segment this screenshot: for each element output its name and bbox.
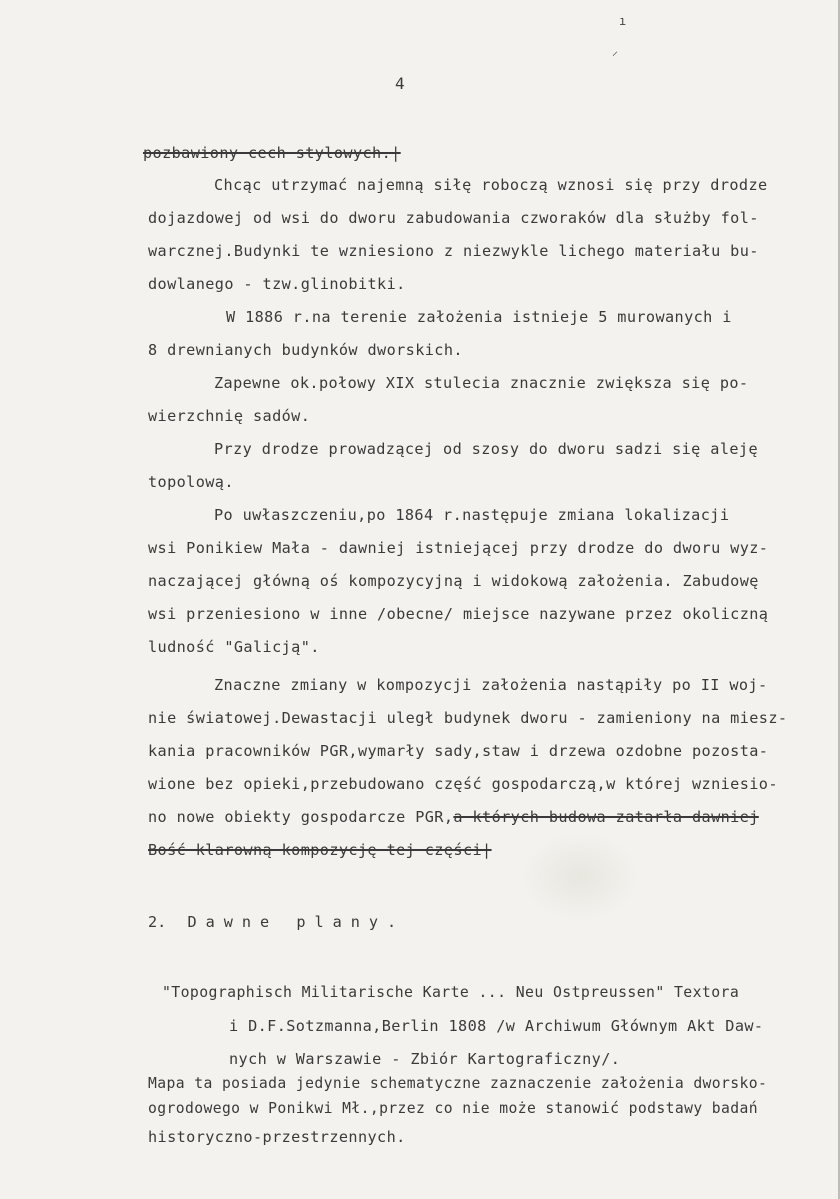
- section-title: Dawne plany.: [187, 913, 406, 931]
- citation-line: "Topographisch Militarische Karte ... Neu Ostpreussen" Textora: [162, 984, 740, 1001]
- section-heading: [148, 913, 405, 931]
- paragraph-text: no nowe obiekty gospodarcze PGR,: [148, 808, 454, 826]
- paper-stain: [520, 832, 640, 922]
- paragraph-line: 8 drewnianych budynków dworskich.: [148, 341, 463, 359]
- corner-mark: ı: [619, 14, 627, 28]
- note-line: historyczno-przestrzennych.: [148, 1128, 406, 1146]
- citation-line: i D.F.Sotzmanna,Berlin 1808 /w Archiwum Głównym Akt Daw-: [229, 1017, 764, 1035]
- paragraph-line: [148, 808, 759, 826]
- note-line: Mapa ta posiada jedynie schematyczne zaznaczenie założenia dworsko-: [148, 1075, 768, 1092]
- page-number: 4: [395, 74, 405, 93]
- paragraph-line: wione bez opieki,przebudowano część gospodarczą,w której wzniesio-: [148, 775, 778, 793]
- paragraph-line: naczającej główną oś kompozycyjną i widokową założenia. Zabudowę: [148, 572, 759, 590]
- paragraph-line: W 1886 r.na terenie założenia istnieje 5 murowanych i: [226, 308, 732, 326]
- paragraph-line: nie światowej.Dewastacji uległ budynek dworu - zamieniony na miesz-: [148, 709, 788, 727]
- note-line: ogrodowego w Ponikwi Mł.,przez co nie może stanowić podstawy badań: [148, 1100, 759, 1117]
- paragraph-line: wierzchnię sadów.: [148, 407, 311, 425]
- corner-mark-2: ⸝: [612, 44, 619, 58]
- paragraph-line: dojazdowej od wsi do dworu zabudowania czworaków dla służby fol-: [148, 209, 759, 227]
- paragraph-line: wsi Ponikiew Mała - dawniej istniejącej przy drodze do dworu wyz-: [148, 539, 769, 557]
- paragraph-line: warcznej.Budynki te wzniesiono z niezwykle lichego materiału bu-: [148, 242, 759, 260]
- paragraph-line: Chcąc utrzymać najemną siłę roboczą wznosi się przy drodze: [214, 176, 768, 194]
- paragraph-line: dowlanego - tzw.glinobitki.: [148, 275, 406, 293]
- paragraph-line: wsi przeniesiono w inne /obecne/ miejsce nazywane przez okoliczną: [148, 605, 769, 623]
- paragraph-line: kania pracowników PGR,wymarły sady,staw i drzewa ozdobne pozosta-: [148, 742, 769, 760]
- section-number: 2.: [148, 913, 167, 931]
- paragraph-line: topolową.: [148, 473, 234, 491]
- struck-heading-line: pozbawiony cech stylowych.|: [143, 144, 401, 162]
- struck-line: Bość klarowną kompozycję tej części|: [148, 841, 492, 859]
- struck-text: a których budowa zatarła dawniej: [453, 808, 759, 826]
- paragraph-line: Po uwłaszczeniu,po 1864 r.następuje zmiana lokalizacji: [214, 506, 730, 524]
- paragraph-line: Znaczne zmiany w kompozycji założenia nastąpiły po II woj-: [214, 676, 768, 694]
- paragraph-line: ludność "Galicją".: [148, 638, 320, 656]
- citation-line: nych w Warszawie - Zbiór Kartograficzny/.: [229, 1050, 621, 1068]
- paragraph-line: Zapewne ok.połowy XIX stulecia znacznie zwiększa się po-: [214, 374, 749, 392]
- paragraph-line: Przy drodze prowadzącej od szosy do dworu sadzi się aleję: [214, 440, 758, 458]
